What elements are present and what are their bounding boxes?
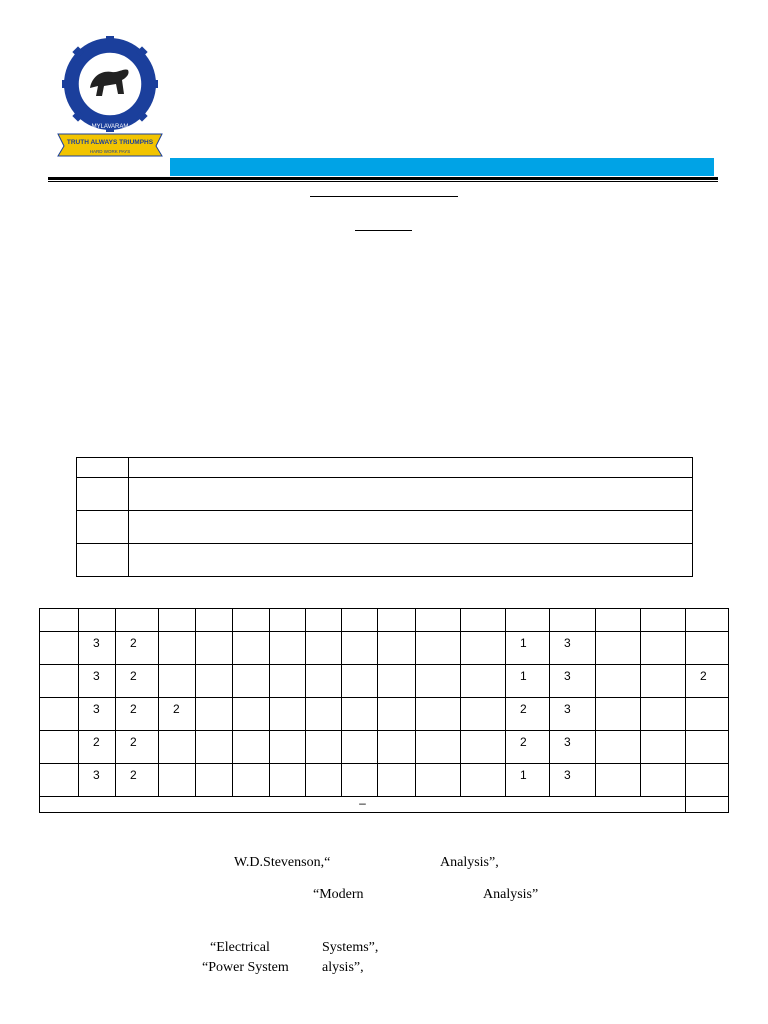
logo-ring-text: MYLAVARAM	[91, 124, 129, 130]
reference-2-title-start: “Modern	[313, 887, 364, 902]
table-row: 3 2 2 2 3	[40, 698, 729, 731]
header-rule-thin	[48, 181, 718, 182]
table-header-row	[40, 609, 729, 632]
table-footer-row	[40, 797, 729, 813]
reference-4-title-end: alysis”,	[322, 960, 364, 975]
subtitle-underline	[355, 230, 412, 231]
header-band	[170, 158, 714, 176]
motto-text: TRUTH ALWAYS TRIUMPHS	[66, 139, 154, 146]
motto-ribbon	[58, 134, 162, 156]
table-row	[77, 458, 693, 478]
table-row	[77, 511, 693, 544]
reference-1-title: Analysis”,	[440, 855, 499, 870]
course-objectives-table	[76, 457, 693, 577]
reference-3-title-start: “Electrical	[210, 940, 270, 955]
table-row	[77, 544, 693, 577]
table-row: 3 2 1 3	[40, 764, 729, 797]
table-row	[77, 478, 693, 511]
reference-2-title-end: Analysis”	[483, 887, 539, 902]
college-logo	[52, 36, 168, 158]
reference-1-author: W.D.Stevenson,“	[234, 855, 331, 870]
reference-3-title-end: Systems”,	[322, 940, 379, 955]
table-row: 3 2 1 3 2	[40, 665, 729, 698]
footer-mark: –	[359, 796, 366, 810]
title-underline	[310, 196, 458, 197]
table-row: 3 2 1 3	[40, 632, 729, 665]
table-row: 2 2 2 3	[40, 731, 729, 764]
header-rule-thick	[48, 177, 718, 180]
co-po-mapping-table	[39, 608, 729, 813]
tagline-text: HARD WORK PAYS	[89, 149, 131, 154]
reference-4-title-start: “Power System	[202, 960, 289, 975]
